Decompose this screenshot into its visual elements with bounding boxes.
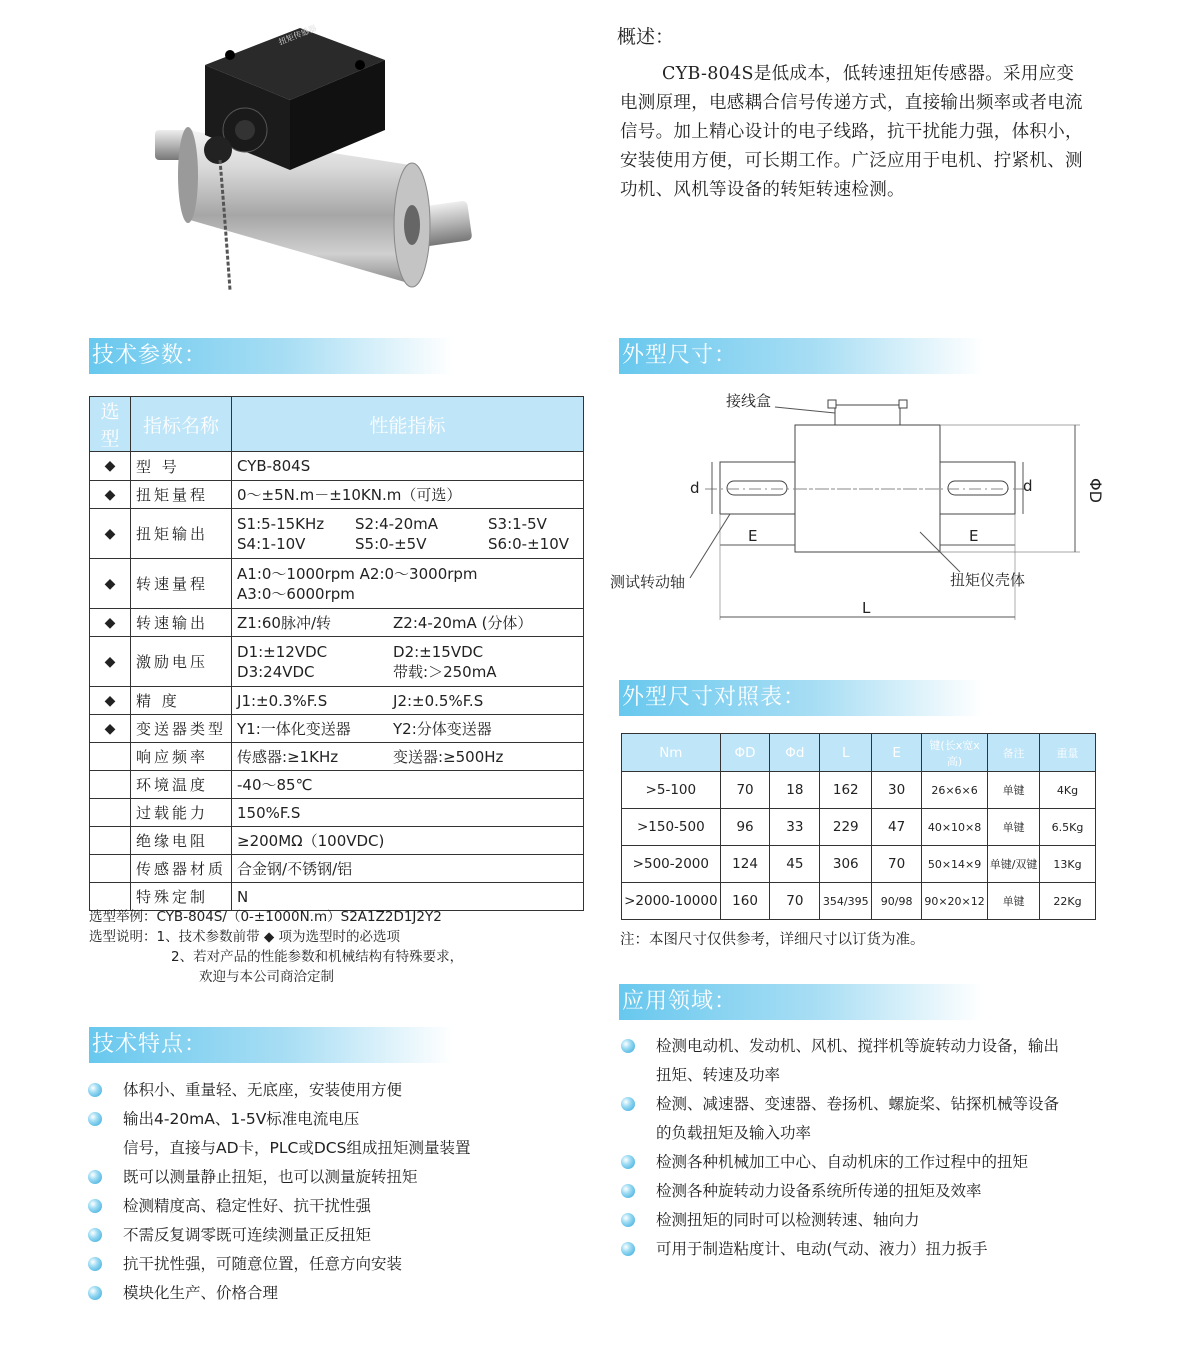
label-shaft: 测试转动轴 — [610, 573, 686, 591]
table-row — [90, 687, 584, 715]
dim-col-header: Φd — [770, 734, 820, 772]
param-value — [232, 637, 584, 687]
table-row — [90, 481, 584, 509]
dimension-note: 注：本图尺寸仅供参考，详细尺寸以订货为准。 — [620, 932, 925, 948]
param-value-item: S1:5-15KHz — [237, 514, 325, 533]
param-value-item: Z1:60脉冲/转 — [237, 613, 332, 632]
param-value — [232, 509, 584, 559]
dim-cell: 50×14×9 — [922, 846, 988, 883]
section-dim-table: 外型尺寸对照表： — [619, 680, 982, 716]
param-value — [232, 855, 584, 883]
feature-item — [88, 1163, 548, 1192]
feature-text: 信号，直接与AD卡，PLC或DCS组成扭矩测量装置 — [123, 1139, 471, 1157]
feature-text: 模块化生产、价格合理 — [123, 1284, 279, 1302]
dim-cell: 40×10×8 — [922, 809, 988, 846]
param-name: 响应频率 — [131, 743, 232, 771]
dim-cell: 162 — [820, 772, 872, 809]
application-item — [621, 1090, 1121, 1119]
param-value-line: 合金钢/不锈钢/铝 — [237, 859, 353, 878]
feature-text: 不需反复调零既可连续测量正反扭矩 — [123, 1226, 372, 1244]
param-name: 特殊定制 — [131, 883, 232, 911]
selection-example: 选型举例：CYB-804S/（0-±1000N.m）S2A1Z2D1J2Y2 — [89, 909, 442, 925]
param-value-line: A1:0～1000rpm A2:0～3000rpm — [237, 564, 478, 583]
param-value-item: Y1:一体化变送器 — [237, 719, 351, 738]
col-header-spec: 性能指标 — [232, 397, 584, 452]
param-value-item: J1:±0.3%F.S — [237, 691, 328, 710]
param-value-line: N — [237, 887, 249, 906]
selection-notes — [89, 907, 463, 987]
dim-cell: 70 — [770, 883, 820, 920]
application-text: 检测、减速器、变速器、卷扬机、螺旋桨、钻探机械等设备 — [656, 1095, 1060, 1113]
dim-cell: 70 — [872, 846, 922, 883]
application-item — [621, 1235, 1121, 1264]
param-value-grid — [237, 514, 578, 554]
param-value — [232, 799, 584, 827]
bullet-icon — [88, 1257, 102, 1271]
param-value-item: S2:4-20mA — [355, 514, 439, 533]
dim-col-header: ΦD — [720, 734, 770, 772]
required-mark: ◆ — [90, 481, 131, 509]
dim-cell: 4Kg — [1040, 772, 1096, 809]
label-e-left: E — [748, 527, 758, 545]
bullet-icon — [88, 1112, 102, 1126]
dim-cell: 90/98 — [872, 883, 922, 920]
required-mark — [90, 855, 131, 883]
feature-text: 体积小、重量轻、无底座，安装使用方便 — [123, 1081, 403, 1099]
param-value-line: ≥200MΩ（100VDC) — [237, 831, 385, 850]
dim-cell: 26×6×6 — [922, 772, 988, 809]
bullet-icon — [88, 1170, 102, 1184]
dim-cell: >150-500 — [622, 809, 721, 846]
label-d-right: d — [1023, 477, 1033, 495]
param-value-grid — [237, 747, 578, 767]
dimension-table — [621, 733, 1096, 920]
bullet-icon — [621, 1155, 635, 1169]
table-row — [90, 559, 584, 609]
dim-col-header: 重量 — [1040, 734, 1096, 772]
param-value-item: D3:24VDC — [237, 662, 315, 681]
feature-item — [88, 1250, 548, 1279]
dim-cell: 18 — [770, 772, 820, 809]
application-item — [621, 1206, 1121, 1235]
param-value — [232, 452, 584, 481]
bullet-icon — [621, 1097, 635, 1111]
dim-col-header: L — [820, 734, 872, 772]
param-value — [232, 559, 584, 609]
col-header-name: 指标名称 — [131, 397, 232, 452]
dim-cell: 96 — [720, 809, 770, 846]
required-mark: ◆ — [90, 637, 131, 687]
param-value-line: CYB-804S — [237, 457, 311, 475]
param-value-grid — [237, 613, 578, 633]
table-row — [622, 846, 1096, 883]
application-list — [621, 1032, 1121, 1264]
param-name: 精 度 — [131, 687, 232, 715]
application-text: 可用于制造粘度计、电动(气动、液力）扭力扳手 — [656, 1240, 988, 1258]
dim-cell: 70 — [720, 772, 770, 809]
selection-desc-1: 选型说明：1、技术参数前带 ◆ 项为选型时的必选项 — [89, 929, 401, 945]
feature-item — [88, 1105, 548, 1134]
param-value-line: -40～85℃ — [237, 775, 313, 794]
bullet-icon — [88, 1228, 102, 1242]
dim-cell: 单键 — [988, 772, 1040, 809]
application-item — [621, 1032, 1121, 1061]
required-mark — [90, 799, 131, 827]
label-junction-box: 接线盒 — [726, 392, 772, 410]
table-row — [90, 855, 584, 883]
dim-cell: 354/395 — [820, 883, 872, 920]
bullet-icon — [621, 1242, 635, 1256]
required-mark: ◆ — [90, 687, 131, 715]
param-name: 传感器材质 — [131, 855, 232, 883]
dim-cell: 13Kg — [1040, 846, 1096, 883]
required-mark: ◆ — [90, 452, 131, 481]
dim-cell: 160 — [720, 883, 770, 920]
dim-cell: 45 — [770, 846, 820, 883]
dim-cell: 90×20×12 — [922, 883, 988, 920]
application-text: 检测扭矩的同时可以检测转速、轴向力 — [656, 1211, 920, 1229]
param-name: 变送器类型 — [131, 715, 232, 743]
param-value-item: S4:1-10V — [237, 534, 306, 553]
svg-text:扭矩传感器: 扭矩传感器 — [277, 23, 318, 47]
section-tech-params: 技术参数： — [89, 338, 452, 374]
param-value — [232, 715, 584, 743]
label-e-right: E — [969, 527, 979, 545]
param-name: 激励电压 — [131, 637, 232, 687]
param-value-grid — [237, 642, 578, 682]
param-value — [232, 771, 584, 799]
param-value — [232, 687, 584, 715]
dim-cell: 单键 — [988, 883, 1040, 920]
table-row — [90, 715, 584, 743]
feature-item — [88, 1279, 548, 1308]
feature-text: 检测精度高、稳定性好、抗干扰性强 — [123, 1197, 372, 1215]
bullet-icon — [88, 1083, 102, 1097]
required-mark — [90, 743, 131, 771]
dim-col-header: Nm — [622, 734, 721, 772]
param-value-grid — [237, 691, 578, 711]
dim-cell: >500-2000 — [622, 846, 721, 883]
param-value-item: S5:0-±5V — [355, 534, 427, 553]
param-value-grid — [237, 719, 578, 739]
label-length: L — [862, 599, 871, 617]
dim-cell: >2000-10000 — [622, 883, 721, 920]
required-mark: ◆ — [90, 509, 131, 559]
bullet-icon — [88, 1286, 102, 1300]
param-value-item: 传感器:≥1KHz — [237, 747, 339, 766]
col-header-select: 选型 — [90, 397, 131, 452]
product-photo — [150, 20, 480, 310]
required-mark: ◆ — [90, 559, 131, 609]
selection-desc-2: 2、若对产品的性能参数和机械结构有特殊要求， — [171, 949, 464, 965]
feature-text: 输出4-20mA、1-5V标准电流电压 — [123, 1110, 360, 1128]
param-name: 型 号 — [131, 452, 232, 481]
dim-cell: >5-100 — [622, 772, 721, 809]
param-value-item: Y2:分体变送器 — [393, 719, 492, 738]
application-text: 扭矩、转速及功率 — [656, 1066, 781, 1084]
dim-col-header: 备注 — [988, 734, 1040, 772]
table-row — [90, 743, 584, 771]
dim-cell: 306 — [820, 846, 872, 883]
dim-cell: 单键/双键 — [988, 846, 1040, 883]
param-name: 扭矩输出 — [131, 509, 232, 559]
table-header-row — [90, 397, 584, 452]
overview-title: 概述： — [617, 26, 675, 48]
application-item — [621, 1177, 1121, 1206]
feature-item — [88, 1192, 548, 1221]
dim-cell: 22Kg — [1040, 883, 1096, 920]
required-mark — [90, 771, 131, 799]
table-row — [90, 827, 584, 855]
table-row — [622, 772, 1096, 809]
section-applications: 应用领域： — [619, 984, 982, 1020]
dim-cell: 124 — [720, 846, 770, 883]
required-mark: ◆ — [90, 715, 131, 743]
param-value-line: 150%F.S — [237, 803, 301, 822]
param-value-line: 0～±5N.m－±10KN.m（可选） — [237, 485, 462, 504]
param-value-item: 变送器:≥500Hz — [393, 747, 504, 766]
table-row — [622, 809, 1096, 846]
param-name: 绝缘电阻 — [131, 827, 232, 855]
table-row — [90, 637, 584, 687]
param-value-item: 带载:＞250mA — [393, 662, 497, 681]
feature-text: 既可以测量静止扭矩，也可以测量旋转扭矩 — [123, 1168, 418, 1186]
param-value — [232, 743, 584, 771]
param-name: 过载能力 — [131, 799, 232, 827]
label-phi-d: ΦD — [1086, 478, 1105, 503]
param-value-item: D2:±15VDC — [393, 642, 484, 661]
dim-col-header: 键(长x宽x高) — [922, 734, 988, 772]
feature-item — [88, 1134, 548, 1163]
bullet-icon — [621, 1184, 635, 1198]
dim-cell: 33 — [770, 809, 820, 846]
dimension-diagram — [600, 380, 1120, 640]
application-text: 检测电动机、发动机、风机、搅拌机等旋转动力设备，输出 — [656, 1037, 1060, 1055]
required-mark: ◆ — [90, 609, 131, 637]
table-row — [90, 509, 584, 559]
param-value — [232, 827, 584, 855]
label-housing: 扭矩仪壳体 — [950, 571, 1026, 589]
feature-item — [88, 1221, 548, 1250]
param-name: 转速输出 — [131, 609, 232, 637]
table-row — [90, 609, 584, 637]
section-dimensions: 外型尺寸： — [619, 338, 982, 374]
section-features: 技术特点： — [89, 1027, 452, 1063]
param-name: 环境温度 — [131, 771, 232, 799]
diagram-junction-box — [835, 405, 900, 427]
param-name: 扭矩量程 — [131, 481, 232, 509]
dim-col-header: E — [872, 734, 922, 772]
dim-cell: 6.5Kg — [1040, 809, 1096, 846]
bullet-icon — [621, 1039, 635, 1053]
application-text: 检测各种旋转动力设备系统所传递的扭矩及效率 — [656, 1182, 982, 1200]
application-item — [621, 1148, 1121, 1177]
feature-list — [88, 1076, 548, 1308]
param-value-item: Z2:4-20mA (分体） — [393, 613, 533, 632]
param-value-line: A3:0～6000rpm — [237, 584, 355, 603]
application-text: 检测各种机械加工中心、自动机床的工作过程中的扭矩 — [656, 1153, 1029, 1171]
param-value-item: D1:±12VDC — [237, 642, 328, 661]
dim-cell: 30 — [872, 772, 922, 809]
required-mark — [90, 827, 131, 855]
selection-desc-3: 欢迎与本公司商洽定制 — [199, 969, 334, 985]
param-name: 转速量程 — [131, 559, 232, 609]
table-row — [622, 883, 1096, 920]
feature-item — [88, 1076, 548, 1105]
dim-table-header-row — [622, 734, 1096, 772]
dim-cell: 47 — [872, 809, 922, 846]
dim-cell: 229 — [820, 809, 872, 846]
application-item — [621, 1119, 1121, 1148]
param-value-item: J2:±0.5%F.S — [393, 691, 484, 710]
table-row — [90, 799, 584, 827]
table-row — [90, 771, 584, 799]
dim-cell: 单键 — [988, 809, 1040, 846]
tech-params-table — [89, 396, 584, 911]
param-value-item: S3:1-5V — [488, 514, 547, 533]
application-item — [621, 1061, 1121, 1090]
overview-text: CYB-804S是低成本，低转速扭矩传感器。采用应变电测原理，电感耦合信号传递方式，直接输出频率或者电流信号。加上精心设计的电子线路，抗干扰能力强，体积小，安装使用方便，可长期工作。广泛应用于电机、拧紧机、测功机、风机等设备的转矩转速检测。 — [620, 64, 1083, 200]
param-value — [232, 609, 584, 637]
feature-text: 抗干扰性强，可随意位置，任意方向安装 — [123, 1255, 403, 1273]
application-text: 的负载扭矩及输入功率 — [656, 1124, 812, 1142]
label-d-left: d — [690, 479, 700, 497]
param-value-item: S6:0-±10V — [488, 534, 570, 553]
bullet-icon — [621, 1213, 635, 1227]
param-value — [232, 481, 584, 509]
table-row — [90, 452, 584, 481]
bullet-icon — [88, 1199, 102, 1213]
